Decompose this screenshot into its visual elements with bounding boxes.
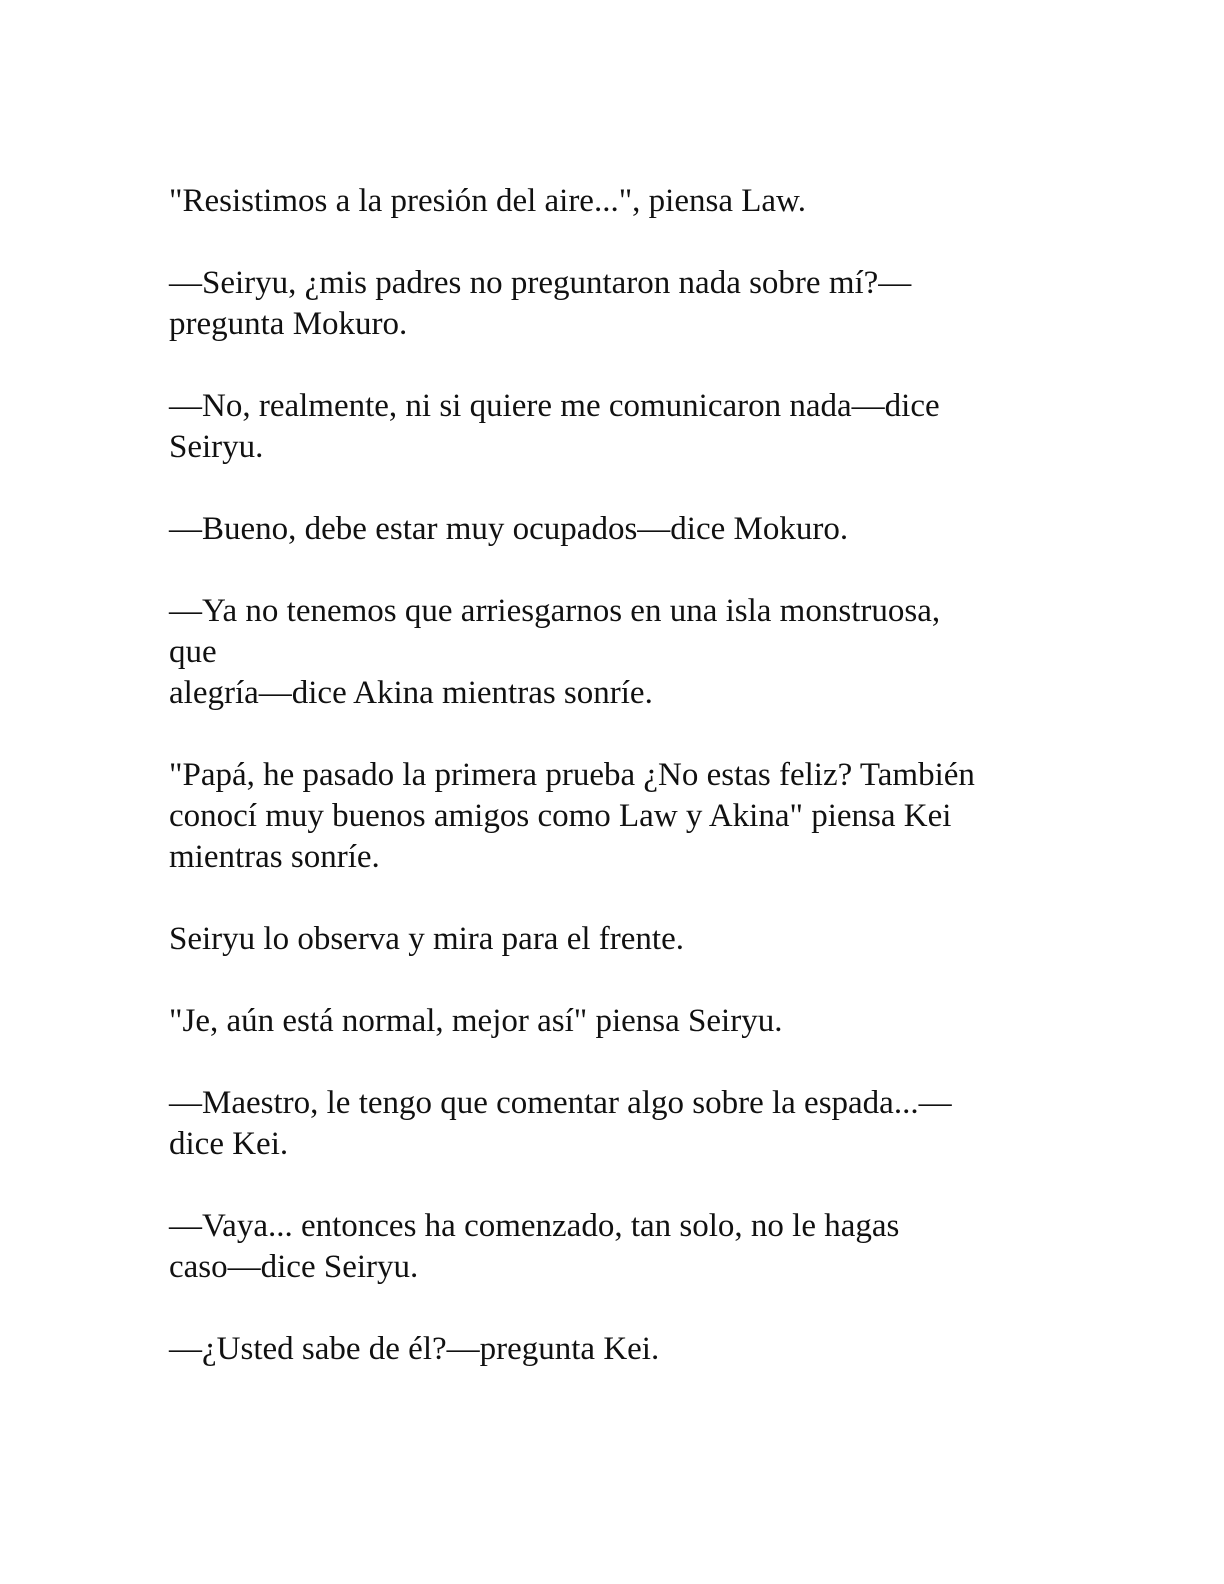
paragraph <box>169 755 1069 878</box>
text-line: —Seiryu, ¿mis padres no preguntaron nada sobre mí?— <box>169 265 912 301</box>
paragraph <box>169 386 1069 468</box>
text-line: que <box>169 634 217 670</box>
paragraph <box>169 1329 1069 1370</box>
paragraph <box>169 263 1069 345</box>
text-line: mientras sonríe. <box>169 839 380 875</box>
paragraph <box>169 509 1069 550</box>
paragraph <box>169 1083 1069 1165</box>
text-line: Seiryu lo observa y mira para el frente. <box>169 921 684 957</box>
text-line: pregunta Mokuro. <box>169 306 408 342</box>
paragraph <box>169 919 1069 960</box>
text-line: —¿Usted sabe de él?—pregunta Kei. <box>169 1331 660 1367</box>
body-text <box>169 181 1069 1411</box>
text-line: dice Kei. <box>169 1126 289 1162</box>
text-line: —Ya no tenemos que arriesgarnos en una isla monstruosa, <box>169 593 941 629</box>
text-line: "Resistimos a la presión del aire...", piensa Law. <box>169 183 806 219</box>
text-line: conocí muy buenos amigos como Law y Akina" piensa Kei <box>169 798 952 834</box>
paragraph <box>169 1001 1069 1042</box>
text-line: —Vaya... entonces ha comenzado, tan solo, no le hagas <box>169 1208 900 1244</box>
text-line: alegría—dice Akina mientras sonríe. <box>169 675 653 711</box>
text-line: —No, realmente, ni si quiere me comunicaron nada—dice <box>169 388 940 424</box>
paragraph <box>169 591 1069 714</box>
paragraph <box>169 1206 1069 1288</box>
text-line: caso—dice Seiryu. <box>169 1249 419 1285</box>
text-line: Seiryu. <box>169 429 264 465</box>
paragraph <box>169 181 1069 222</box>
text-line: —Maestro, le tengo que comentar algo sobre la espada...— <box>169 1085 952 1121</box>
text-line: "Je, aún está normal, mejor así" piensa Seiryu. <box>169 1003 783 1039</box>
text-line: —Bueno, debe estar muy ocupados—dice Mokuro. <box>169 511 849 547</box>
text-line: "Papá, he pasado la primera prueba ¿No estas feliz? También <box>169 757 975 793</box>
